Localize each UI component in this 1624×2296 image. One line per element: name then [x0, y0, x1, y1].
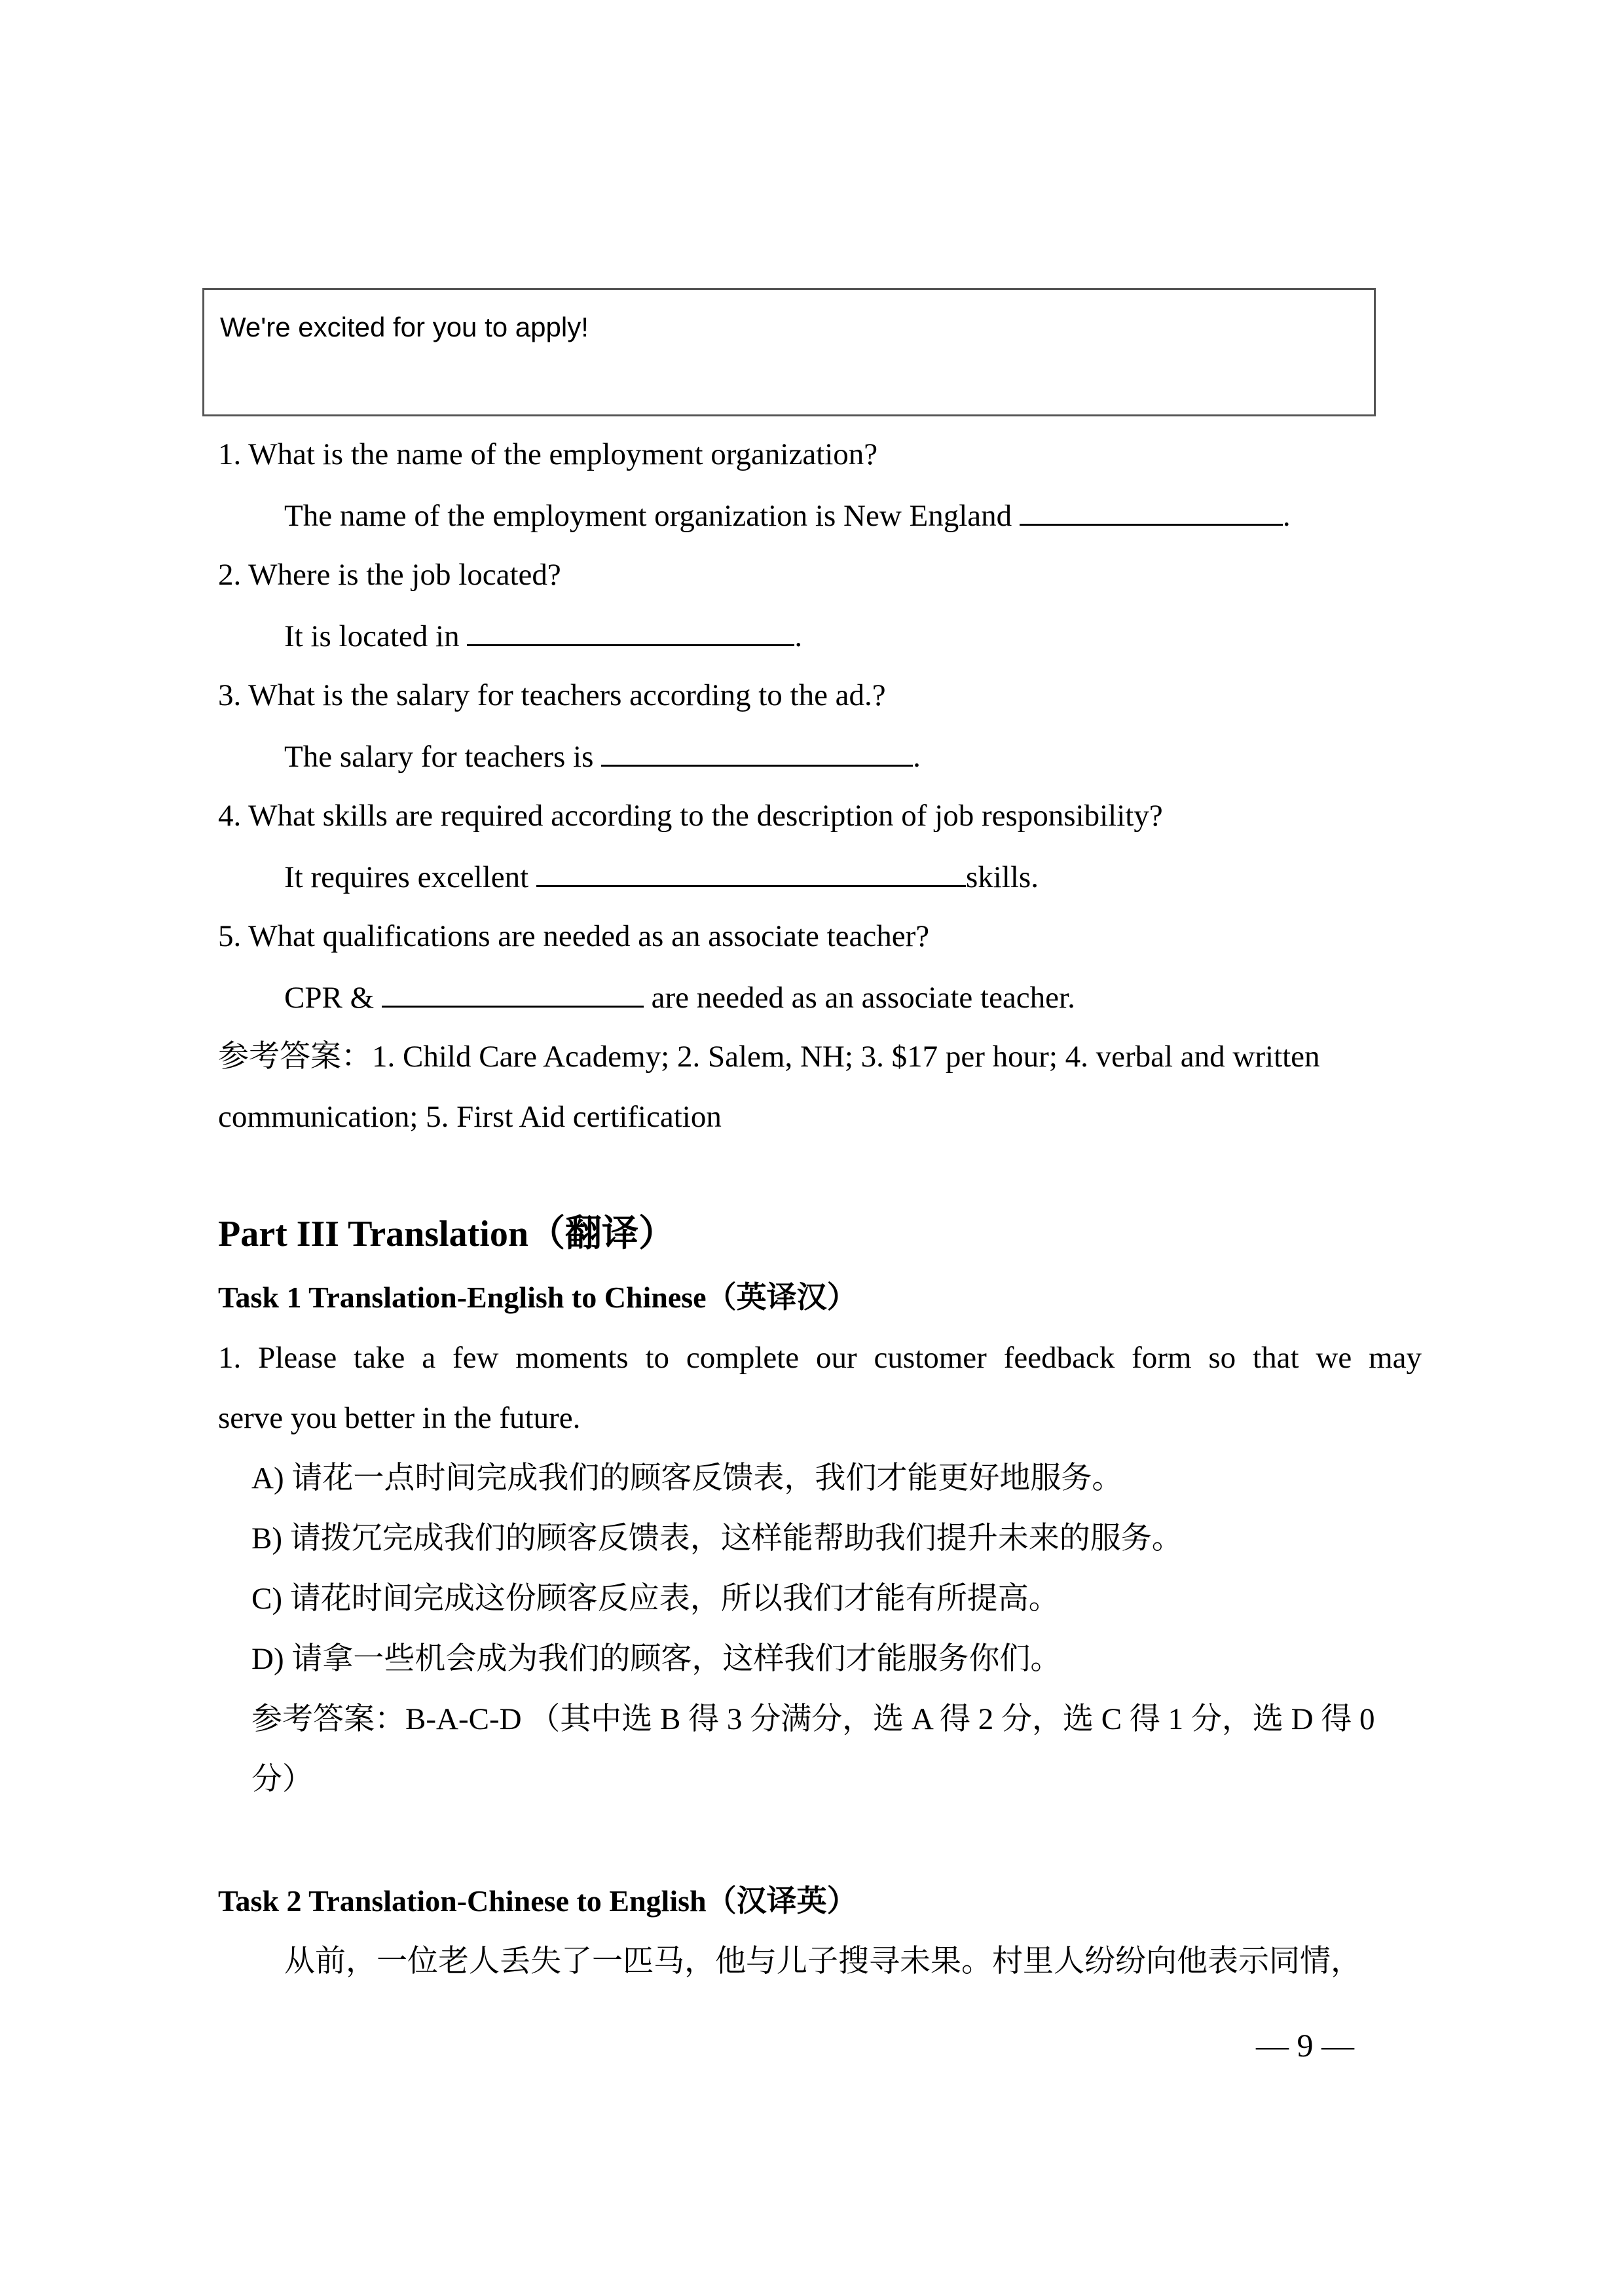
option-c: C) 请花时间完成这份顾客反应表，所以我们才能有所提高。 [251, 1582, 1060, 1616]
answer-key-line-1: 参考答案：1. Child Care Academy; 2. Salem, NH; 3. $17 per hour; 4. verbal and written [218, 1040, 1320, 1074]
answer-2-prefix: It is located in [284, 619, 468, 653]
answer-4-prefix: It requires excellent [284, 860, 536, 894]
answer-4 [284, 856, 1039, 897]
answer-1-prefix: The name of the employment organization is New England [284, 499, 1020, 533]
page-number: — 9 — [1256, 2027, 1354, 2064]
answer-1 [284, 495, 1291, 536]
part-3-title: Part III Translation（翻译） [218, 1214, 675, 1254]
answer-2-suffix: . [794, 619, 803, 653]
task-1-title: Task 1 Translation-English to Chinese（英译汉） [218, 1281, 857, 1314]
answer-2 [284, 615, 802, 656]
option-d: D) 请拿一些机会成为我们的顾客，这样我们才能服务你们。 [251, 1642, 1061, 1676]
question-3: 3. What is the salary for teachers according to the ad.? [218, 678, 886, 712]
notice-text: We're excited for you to apply! [220, 312, 589, 342]
answer-5-prefix: CPR & [284, 981, 382, 1015]
task-1-sentence-line-2: serve you better in the future. [218, 1401, 581, 1435]
question-5: 5. What qualifications are needed as an associate teacher? [218, 919, 930, 953]
question-2: 2. Where is the job located? [218, 558, 561, 592]
task-2-text-line-1: 从前，一位老人丢失了一匹马，他与儿子搜寻未果。村里人纷纷向他表示同情， [284, 1944, 1361, 1978]
answer-2-blank [467, 615, 794, 646]
answer-4-blank [536, 856, 966, 887]
task-1-sentence-line-1: 1. Please take a few moments to complete our customer feedback form so that we may [218, 1341, 1422, 1375]
task-1-answer-line-2: 分） [251, 1762, 313, 1796]
option-a: A) 请花一点时间完成我们的顾客反馈表，我们才能更好地服务。 [251, 1461, 1123, 1495]
answer-5 [284, 977, 1075, 1017]
answer-key-line-2: communication; 5. First Aid certification [218, 1100, 722, 1134]
answer-5-blank [382, 977, 644, 1008]
answer-4-suffix: skills. [965, 860, 1039, 894]
task-1-answer-line-1: 参考答案：B-A-C-D （其中选 B 得 3 分满分，选 A 得 2 分，选 C 得 1 分，选 D 得 0 [251, 1702, 1375, 1736]
notice-box [202, 288, 1376, 416]
option-b: B) 请拨冗完成我们的顾客反馈表，这样能帮助我们提升未来的服务。 [251, 1522, 1183, 1556]
answer-1-blank [1020, 495, 1283, 526]
task-2-title: Task 2 Translation-Chinese to English（汉译英） [218, 1884, 857, 1918]
answer-3-suffix: . [913, 740, 921, 774]
answer-3-blank [601, 736, 913, 767]
answer-3-prefix: The salary for teachers is [284, 740, 602, 774]
answer-5-suffix: are needed as an associate teacher. [643, 981, 1075, 1015]
answer-3 [284, 736, 921, 776]
answer-1-suffix: . [1282, 499, 1291, 533]
question-1: 1. What is the name of the employment organization? [218, 437, 878, 471]
question-4: 4. What skills are required according to the description of job responsibility? [218, 799, 1163, 833]
